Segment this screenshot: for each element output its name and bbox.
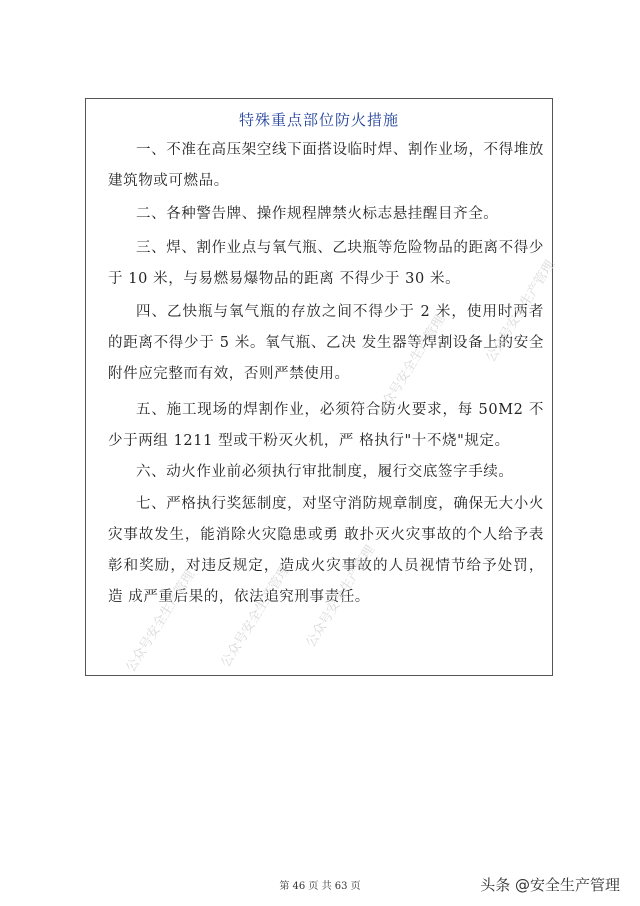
paragraph-1: 一、不准在高压架空线下面搭设临时焊、割作业场，不得堆放建筑物或可燃品。 bbox=[108, 142, 544, 189]
paragraph-6: 六、动火作业前必须执行审批制度，履行交底签字手续。 bbox=[136, 464, 514, 480]
paragraph-3: 三、焊、割作业点与氧气瓶、乙块瓶等危险物品的距离不得少于 10 米，与易燃易爆物品的距离 不得少于 30 米。 bbox=[108, 240, 544, 287]
paragraph-5: 五、施工现场的焊割作业，必须符合防火要求，每 50M2 不少于两组 1211 型或干粉灭火机，严 格执行"十不烧"规定。 bbox=[108, 402, 544, 449]
page-number: 第 46 页 共 63 页 bbox=[279, 881, 361, 892]
paragraph-2: 二、各种警告牌、操作规程牌禁火标志悬挂醒目齐全。 bbox=[136, 206, 499, 222]
watermark-5: 公众号安全生产管理 bbox=[483, 257, 559, 366]
watermark-1: 公众号安全生产管理 bbox=[123, 567, 199, 676]
watermark-2: 公众号安全生产管理 bbox=[218, 562, 294, 671]
paragraph-4: 四、乙快瓶与氧气瓶的存放之间不得少于 2 米，使用时两者的距离不得少于 5 米。氧气瓶、乙决 发生器等焊割设备上的安全附件应完整而有效，否则严禁使用。 bbox=[108, 304, 544, 382]
watermark-3: 公众号安全生产管理 bbox=[303, 542, 379, 651]
content-frame bbox=[85, 98, 553, 676]
document-title: 特殊重点部位防火措施 bbox=[238, 111, 399, 129]
brand-watermark: 头条 @安全生产管理 bbox=[480, 876, 620, 894]
paragraph-7: 七、严格执行奖惩制度，对坚守消防规章制度，确保无大小火灾事故发生，能消除火灾隐患或勇 敢扑灭火灾事故的个人给予表彰和奖励，对违反规定，造成火灾事故的人员视情节给予处罚，造 成严重后果的，依法追究刑事责任。 bbox=[108, 496, 544, 605]
watermark-4: 公众号安全生产管理 bbox=[373, 312, 449, 421]
